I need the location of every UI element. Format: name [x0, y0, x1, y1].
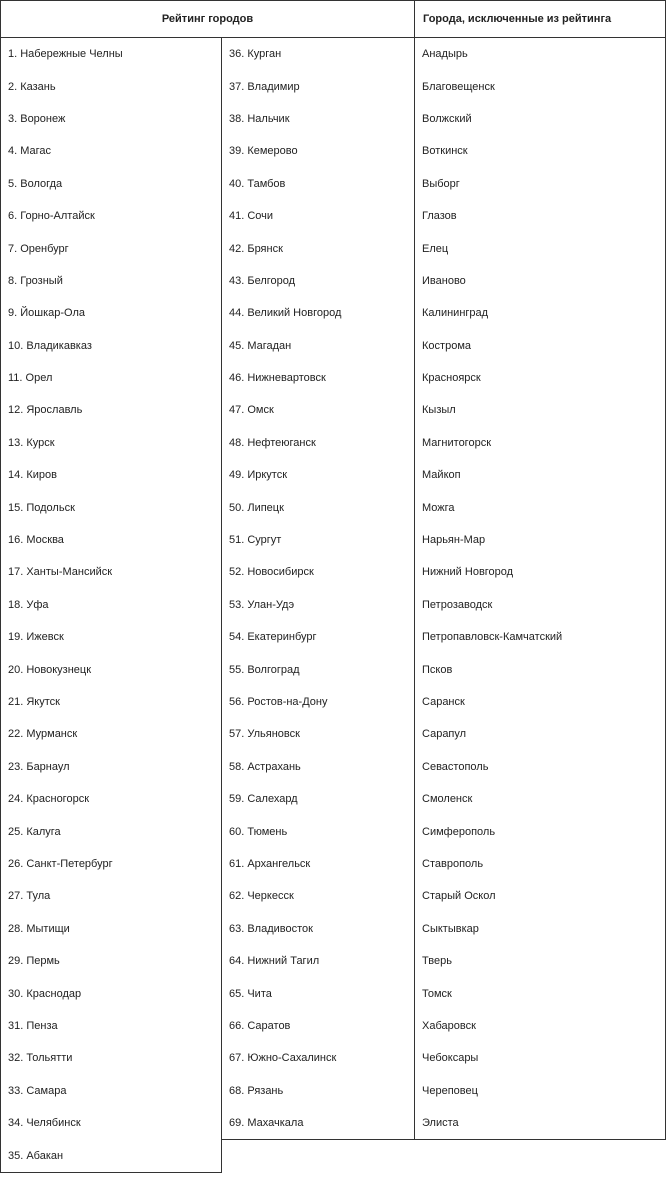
excluded-city-cell: Севастополь — [415, 751, 666, 783]
rating-city-cell: 44. Великий Новгород — [229, 307, 342, 320]
rating-city-cell: 26. Санкт-Петербург — [1, 848, 222, 880]
rating-city-cell: 56. Ростов-на-Дону — [229, 696, 328, 708]
rating-city-cell: 57. Ульяновск — [229, 728, 300, 741]
rating-city-cell: 1. Набережные Челны — [1, 38, 222, 71]
excluded-city-cell: Красноярск — [415, 362, 666, 394]
table-row — [1, 70, 666, 102]
table-row — [1, 718, 666, 750]
rating-city-cell: 41. Сочи — [229, 210, 274, 223]
rating-city-cell: 35. Абакан — [1, 1140, 222, 1173]
excluded-city-cell: Волжский — [415, 103, 666, 135]
rating-city-cell: 16. Москва — [1, 524, 222, 556]
rating-city-cell: 34. Челябинск — [1, 1107, 222, 1140]
excluded-city-cell: Кызыл — [415, 394, 666, 426]
table-row — [1, 653, 666, 685]
excluded-city-cell: Петропавловск-Камчатский — [415, 621, 666, 653]
table-row — [1, 200, 666, 232]
table-row — [1, 815, 666, 847]
rating-city-cell: 65. Чита — [229, 987, 272, 1000]
rating-city-cell: 64. Нижний Тагил — [229, 955, 320, 968]
table-row — [1, 330, 666, 362]
rating-city-cell: 60. Тюмень — [229, 825, 288, 838]
rating-city-cell: 32. Тольятти — [1, 1042, 222, 1074]
rating-city-cell: 61. Архангельск — [229, 857, 311, 870]
rating-city-cell: 63. Владивосток — [229, 922, 313, 935]
rating-city-cell: 4. Магас — [1, 135, 222, 167]
rating-city-cell: 43. Белгород — [229, 274, 296, 287]
rating-city-cell: 59. Салехард — [229, 793, 298, 806]
rating-city-cell: 19. Ижевск — [1, 621, 222, 653]
rating-city-cell: 30. Краснодар — [1, 977, 222, 1009]
rating-city-cell: 11. Орел — [1, 362, 222, 394]
rating-city-cell: 24. Красногорск — [1, 783, 222, 815]
excluded-city-cell: Хабаровск — [415, 1010, 666, 1042]
table-row — [1, 848, 666, 880]
excluded-city-cell: Кострома — [415, 330, 666, 362]
table-row — [1, 751, 666, 783]
rating-city-cell: 23. Барнаул — [1, 751, 222, 783]
table-row — [1, 1042, 666, 1074]
rating-city-cell: 37. Владимир — [229, 80, 300, 93]
excluded-city-cell: Глазов — [415, 200, 666, 232]
rating-header: Рейтинг городов — [1, 1, 415, 38]
rating-city-cell: 15. Подольск — [1, 491, 222, 523]
rating-city-cell: 29. Пермь — [1, 945, 222, 977]
table-row — [1, 524, 666, 556]
rating-city-cell: 66. Саратов — [229, 1019, 291, 1032]
empty-cell — [222, 1140, 666, 1173]
excluded-city-cell: Сыктывкар — [415, 913, 666, 945]
table-row — [1, 1107, 666, 1140]
rating-city-cell: 58. Астрахань — [229, 760, 301, 773]
table-row — [1, 362, 666, 394]
rating-city-cell: 9. Йошкар-Ола — [1, 297, 222, 329]
table-row — [1, 265, 666, 297]
excluded-city-cell: Калининград — [415, 297, 666, 329]
excluded-header: Города, исключенные из рейтинга — [415, 1, 666, 38]
table-row — [1, 589, 666, 621]
rating-city-cell: 67. Южно-Сахалинск — [229, 1052, 337, 1065]
rating-city-cell: 39. Кемерово — [229, 145, 298, 158]
rating-city-cell: 55. Волгоград — [229, 663, 300, 676]
rating-city-cell: 5. Вологда — [1, 168, 222, 200]
rating-city-cell: 6. Горно-Алтайск — [1, 200, 222, 232]
rating-city-cell: 7. Оренбург — [1, 232, 222, 264]
excluded-city-cell: Томск — [415, 977, 666, 1009]
table-row — [1, 556, 666, 588]
table-row — [1, 1010, 666, 1042]
table-row — [1, 913, 666, 945]
table-row — [1, 135, 666, 167]
excluded-city-cell: Анадырь — [415, 38, 666, 71]
rating-city-cell: 27. Тула — [1, 880, 222, 912]
excluded-city-cell: Майкоп — [415, 459, 666, 491]
rating-city-cell: 62. Черкесск — [229, 890, 294, 903]
excluded-city-cell: Нижний Новгород — [415, 556, 666, 588]
excluded-city-cell: Чебоксары — [415, 1042, 666, 1074]
rating-city-cell: 2. Казань — [1, 70, 222, 102]
rating-city-cell: 53. Улан-Удэ — [229, 598, 295, 611]
rating-city-cell: 38. Нальчик — [229, 112, 290, 125]
excluded-city-cell: Воткинск — [415, 135, 666, 167]
rating-city-cell: 47. Омск — [229, 404, 274, 417]
rating-city-cell: 45. Магадан — [229, 339, 292, 352]
excluded-city-cell: Ставрополь — [415, 848, 666, 880]
rating-city-cell: 10. Владикавказ — [1, 330, 222, 362]
rating-city-cell: 8. Грозный — [1, 265, 222, 297]
rating-city-cell: 18. Уфа — [1, 589, 222, 621]
excluded-city-cell: Магнитогорск — [415, 427, 666, 459]
rating-city-cell: 52. Новосибирск — [229, 566, 314, 579]
excluded-city-cell: Тверь — [415, 945, 666, 977]
table-row — [1, 621, 666, 653]
excluded-city-cell: Можга — [415, 491, 666, 523]
excluded-city-cell: Саранск — [415, 686, 666, 718]
rating-city-cell: 33. Самара — [1, 1075, 222, 1107]
excluded-city-cell: Петрозаводск — [415, 589, 666, 621]
rating-city-cell: 22. Мурманск — [1, 718, 222, 750]
table-row — [1, 394, 666, 426]
excluded-city-cell: Благовещенск — [415, 70, 666, 102]
excluded-city-cell: Елец — [415, 232, 666, 264]
rating-city-cell: 40. Тамбов — [229, 177, 286, 190]
rating-city-cell: 20. Новокузнецк — [1, 653, 222, 685]
rating-city-cell: 42. Брянск — [229, 242, 283, 255]
rating-city-cell: 21. Якутск — [1, 686, 222, 718]
table-row — [1, 168, 666, 200]
rating-city-cell: 46. Нижневартовск — [229, 372, 326, 385]
table-row — [1, 232, 666, 264]
excluded-city-cell: Череповец — [415, 1075, 666, 1107]
excluded-city-cell: Нарьян-Мар — [415, 524, 666, 556]
rating-city-cell: 28. Мытищи — [1, 913, 222, 945]
table-row — [1, 977, 666, 1009]
table-row — [1, 38, 666, 71]
table-row — [1, 783, 666, 815]
table-row — [1, 945, 666, 977]
rating-city-cell: 14. Киров — [1, 459, 222, 491]
rating-city-cell: 51. Сургут — [229, 534, 282, 547]
excluded-city-cell: Иваново — [415, 265, 666, 297]
excluded-city-cell: Симферополь — [415, 815, 666, 847]
rating-city-cell: 31. Пенза — [1, 1010, 222, 1042]
table-row — [1, 1140, 666, 1173]
table-row — [1, 880, 666, 912]
table-row — [1, 1075, 666, 1107]
excluded-city-cell: Элиста — [415, 1107, 666, 1140]
rating-city-cell: 69. Махачкала — [222, 1107, 415, 1140]
excluded-city-cell: Сарапул — [415, 718, 666, 750]
rating-city-cell: 50. Липецк — [229, 501, 284, 514]
rating-city-cell: 12. Ярославль — [1, 394, 222, 426]
table-body — [1, 38, 666, 1173]
rating-city-cell: 17. Ханты-Мансийск — [1, 556, 222, 588]
header-row — [1, 1, 666, 38]
table-row — [1, 491, 666, 523]
table-row — [1, 459, 666, 491]
rating-city-cell: 54. Екатеринбург — [229, 631, 317, 644]
excluded-city-cell: Выборг — [415, 168, 666, 200]
rating-city-cell: 48. Нефтеюганск — [229, 436, 316, 449]
table-row — [1, 427, 666, 459]
table-row — [1, 297, 666, 329]
table-row — [1, 103, 666, 135]
rating-city-cell: 25. Калуга — [1, 815, 222, 847]
rating-city-cell: 36. Курган — [229, 48, 282, 61]
rating-city-cell: 68. Рязань — [229, 1084, 284, 1097]
rating-city-cell: 49. Иркутск — [229, 469, 288, 482]
rating-city-cell: 3. Воронеж — [1, 103, 222, 135]
excluded-city-cell: Псков — [415, 653, 666, 685]
rating-city-cell: 13. Курск — [1, 427, 222, 459]
excluded-city-cell: Смоленск — [415, 783, 666, 815]
table-row — [1, 686, 666, 718]
excluded-city-cell: Старый Оскол — [415, 880, 666, 912]
